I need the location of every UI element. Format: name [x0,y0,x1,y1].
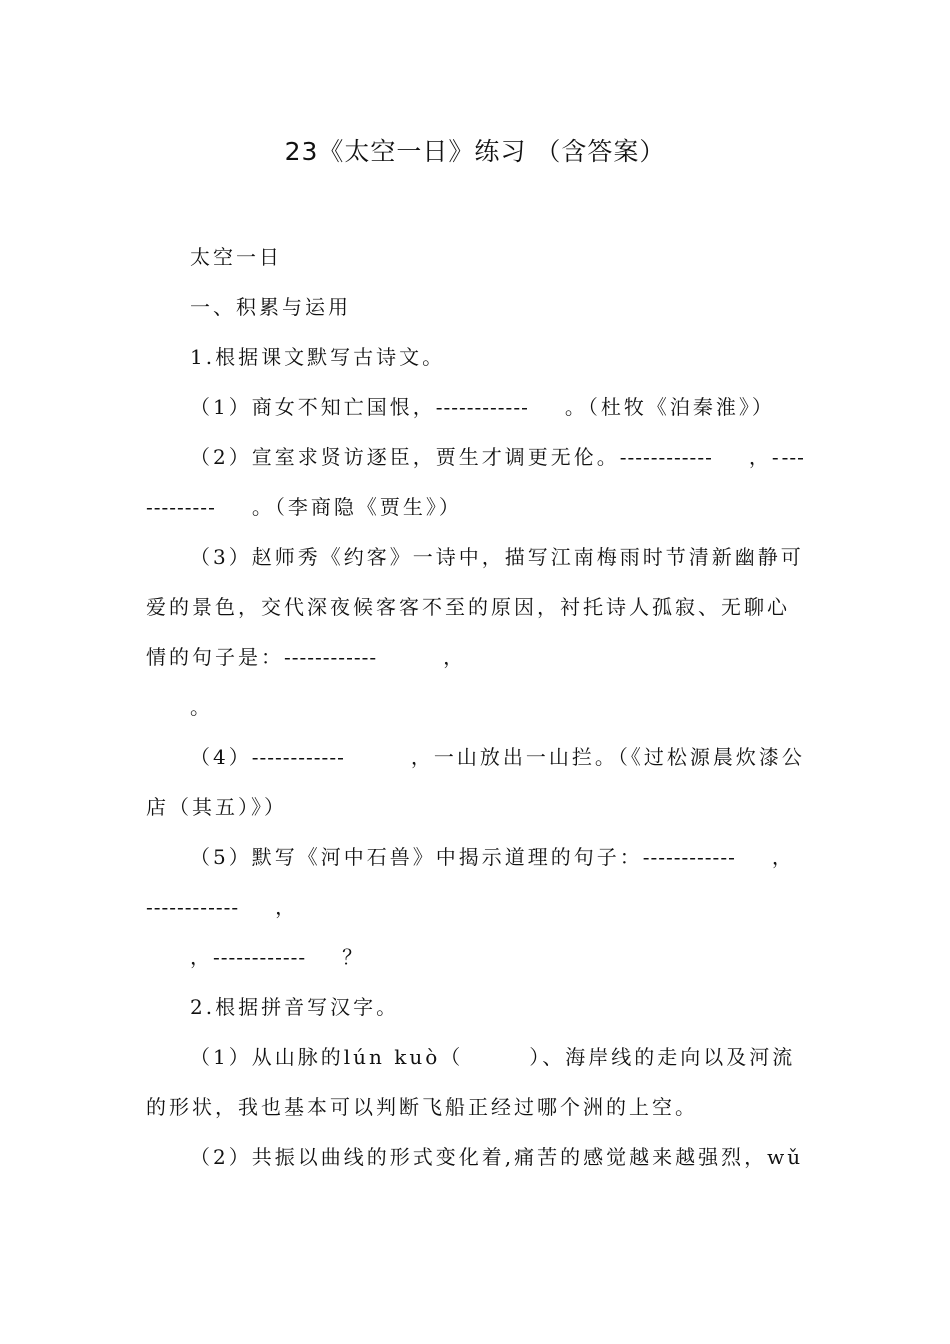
answer-blank: ------------ [642,845,736,869]
document-title: 23《太空一日》练习 （含答案） [284,137,666,166]
question-1-item-5: （5）默写《河中石兽》中揭示道理的句子：------------ ， [190,845,795,869]
question-1-item-3-end: 。 [190,695,213,719]
question-1-item-5-line3: ，------------ ？ [190,945,366,969]
answer-blank: ------------ [619,445,713,469]
question-2-item-1: （1）从山脉的lún kuò（ ）、海岸线的走向以及河流的形状，我也基本可以判断飞船正经过哪个洲的上空。 [146,1045,796,1119]
answer-blank: ------------ [213,945,307,969]
section-heading-part1: 一、积累与运用 [190,295,351,319]
answer-blank: ------------ [284,645,378,669]
question-1-prompt: 1.根据课文默写古诗文。 [190,345,446,369]
answer-blank: ------------ [251,745,345,769]
answer-blank: ------------ [435,395,529,419]
answer-blank: ------------ [146,895,240,919]
question-2-prompt: 2.根据拼音写汉字。 [190,995,400,1019]
question-1-item-1: （1）商女不知亡国恨，------------ 。（杜牧《泊秦淮》） [190,395,775,419]
document-body [146,232,808,1182]
question-1-item-5-line2: ------------ ， [146,895,299,919]
answer-blank: ------------ [146,445,805,519]
question-1-item-2: （2）宣室求贤访逐臣，贾生才调更无伦。------------ ，------------- 。（李商隐《贾生》） [146,445,805,519]
section-heading-text: 太空一日 [190,245,282,269]
question-1-item-3: （3）赵师秀《约客》一诗中，描写江南梅雨时节清新幽静可爱的景色，交代深夜候客客不至的原因，衬托诗人孤寂、无聊心情的句子是：------------ ， [146,545,804,669]
question-2-item-2: （2）共振以曲线的形式变化着,痛苦的感觉越来越强烈，wǔ [190,1145,804,1169]
question-1-item-4: （4）------------ ，一山放出一山拦。（《过松源晨炊漆公店（其五）》） [146,745,805,819]
